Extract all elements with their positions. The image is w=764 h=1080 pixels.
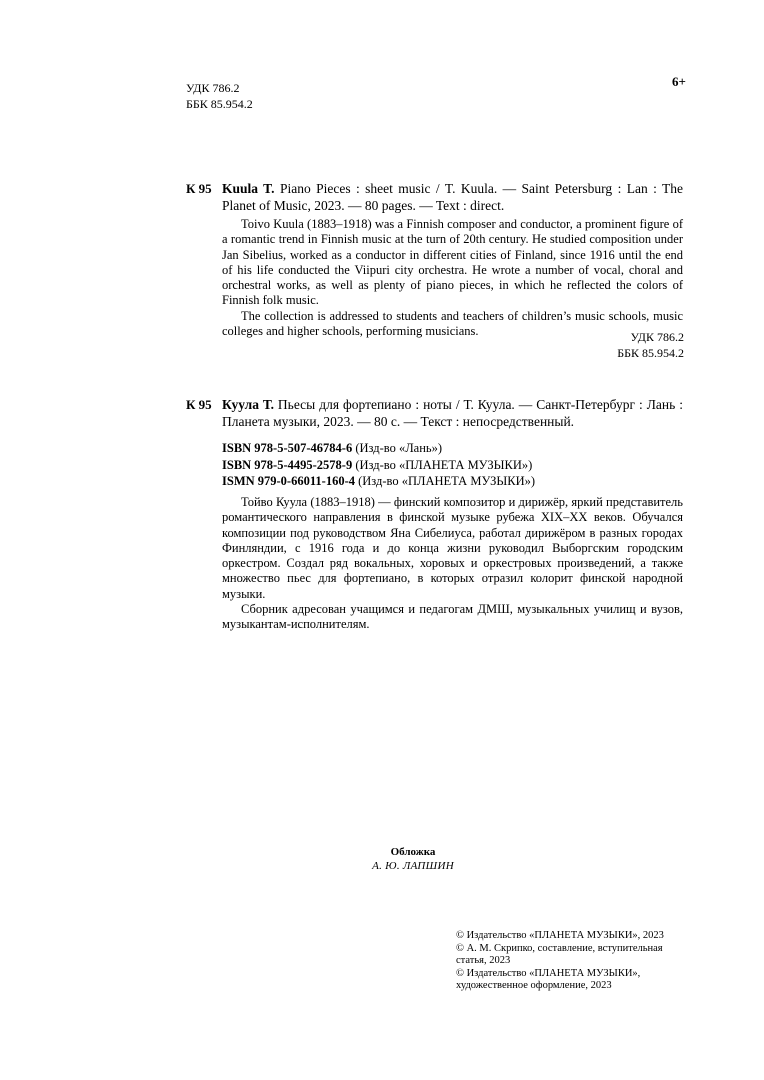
english-annotation: [222, 217, 683, 339]
english-citation: [222, 180, 683, 214]
cover-credit-title: Обложка: [390, 846, 436, 858]
ismn-line: ISMN 979-0-66011-160-4 (Изд-во «ПЛАНЕТА МУЗЫКИ»): [222, 474, 536, 488]
english-annotation-paragraph: The collection is addressed to students and teachers of children’s music schools, music colleges and higher schools, performing musicians.: [222, 308, 683, 339]
english-author: Kuula T.: [222, 181, 275, 196]
russian-annotation: [222, 495, 683, 633]
isbn-line: ISBN 978-5-507-46784-6 (Изд-во «Лань»): [222, 441, 443, 455]
copyright-block: [456, 930, 684, 993]
russian-citation-text: Пьесы для фортепиано : ноты / Т. Куула. — Санкт-Петербург : Лань : Планета музыки, 2023. — 80 с. — Текст : непосредственный.: [222, 397, 684, 429]
header-udk: УДК 786.2: [186, 81, 240, 95]
english-citation-text: Piano Pieces : sheet music / T. Kuula. — Saint Petersburg : Lan : The Planet of Music, 2023. — 80 pages. — Text : direct.: [222, 181, 684, 213]
header-bbk: ББК 85.954.2: [186, 97, 253, 111]
russian-author-mark: К 95: [186, 397, 212, 412]
age-rating-badge: 6+: [672, 74, 686, 89]
english-annotation-paragraph: Toivo Kuula (1883–1918) was a Finnish composer and conductor, a prominent figure of a romantic trend in Finnish music at the turn of 20th century. He studied composition under Jan Sibelius, worked as a conductor in different cities of Finland, since 1916 until the end of his life conducted the Viipuri city orchestra. He wrote a number of vocal, choral and orchestral works, as well as plenty of piano pieces, in which he reflected the colors of Finnish folk music.: [222, 217, 683, 308]
russian-annotation-paragraph: Тойво Куула (1883–1918) — финский композитор и дирижёр, яркий представитель романтического направления в финской музыке рубежа XIX–XX веков. Обучался композиции под руководством Яна Сибелиуса, работал дирижёром в разных городах Финляндии, с 1916 года и до конца жизни руководил Выборгским городским оркестром. Создал ряд вокальных, хоровых и оркестровых произведений, а также множество пьес для фортепиано, в которых отразил колорит финской народной музыки.: [222, 495, 683, 601]
english-udk: УДК 786.2: [630, 330, 684, 344]
russian-author: Куула Т.: [222, 397, 274, 412]
copyright-line: © А. М. Скрипко, составление, вступительная статья, 2023: [456, 942, 663, 967]
cover-credit-name: А. Ю. ЛАПШИН: [372, 860, 454, 872]
english-bbk: ББК 85.954.2: [617, 346, 684, 360]
isbn-list: [222, 440, 535, 490]
copyright-line: © Издательство «ПЛАНЕТА МУЗЫКИ», 2023: [456, 930, 664, 941]
russian-citation: [222, 396, 683, 430]
russian-annotation-paragraph: Сборник адресован учащимся и педагогам ДМШ, музыкальных училищ и вузов, музыкантам-исполнителям.: [222, 602, 683, 632]
isbn-line: ISBN 978-5-4495-2578-9 (Изд-во «ПЛАНЕТА МУЗЫКИ»): [222, 457, 533, 472]
copyright-line: © Издательство «ПЛАНЕТА МУЗЫКИ», художественное оформление, 2023: [456, 967, 641, 992]
english-author-mark: К 95: [186, 181, 212, 196]
